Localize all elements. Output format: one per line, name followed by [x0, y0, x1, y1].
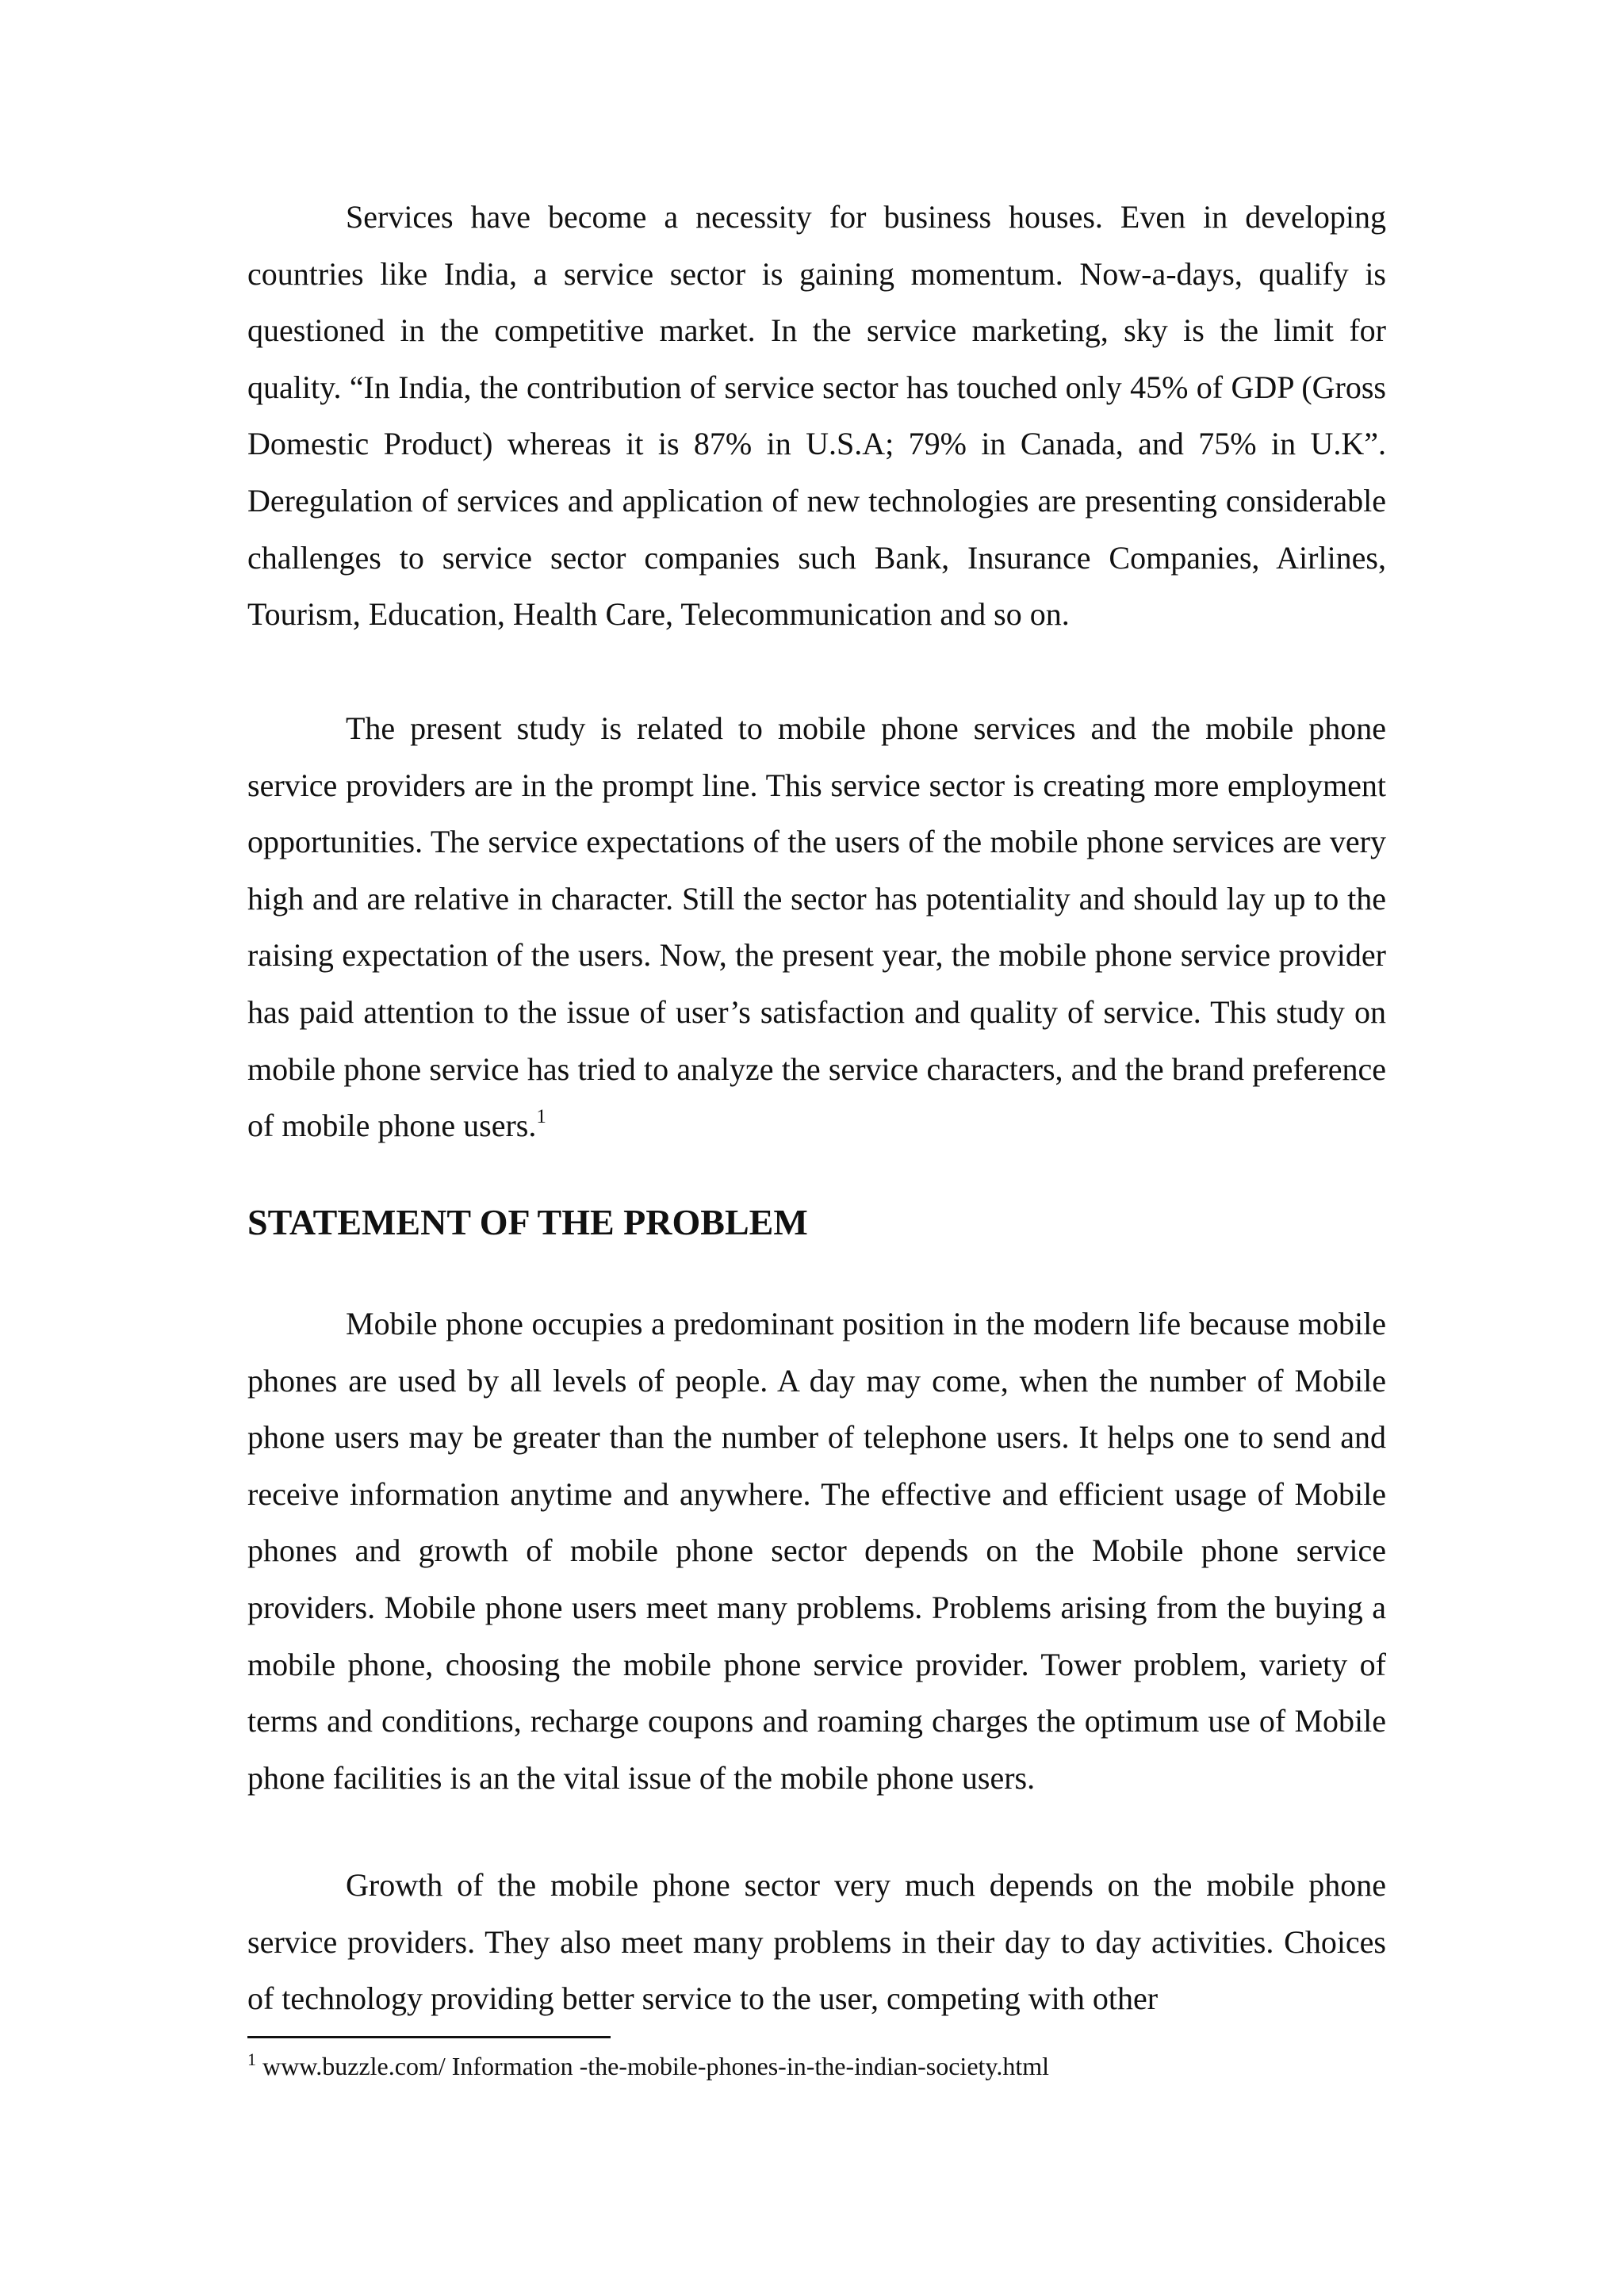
footnote-text: www.buzzle.com/ Information -the-mobile-phones-in-the-indian-society.html [256, 2052, 1049, 2080]
paragraph-services-intro [247, 189, 1386, 643]
footnote-mark: 1 [247, 2049, 256, 2069]
paragraph-text: Growth of the mobile phone sector very much depends on the mobile phone service providers. They also meet many problems in their day to day activities. Choices of technology providing better service to the user, competing with other [247, 1867, 1386, 2017]
footnote [247, 2049, 1049, 2087]
document-page [247, 0, 1386, 2296]
paragraph-text: Mobile phone occupies a predominant position in the modern life because mobile phones are used by all levels of people. A day may come, when the number of Mobile phone users may be greater than the number of telephone users. It helps one to send and receive information anytime and anywhere. The effective and efficient usage of Mobile phones and growth of mobile phone sector depends on the Mobile phone service providers. Mobile phone users meet many problems. Problems arising from the buying a mobile phone, choosing the mobile phone service provider. Tower problem, variety of terms and conditions, recharge coupons and roaming charges the optimum use of Mobile phone facilities is an the vital issue of the mobile phone users. [247, 1306, 1386, 1796]
paragraph-present-study [247, 700, 1386, 1154]
footnote-separator [247, 2036, 611, 2038]
paragraph-growth [247, 1857, 1386, 2027]
section-heading: STATEMENT OF THE PROBLEM [247, 1202, 808, 1242]
paragraph-text: The present study is related to mobile phone services and the mobile phone service providers are in the prompt line. This service sector is creating more employment opportunities. The service expectations of the users of the mobile phone services are very high and are relative in character. Still the sector has potentiality and should lay up to the raising expectation of the users. Now, the present year, the mobile phone service provider has paid attention to the issue of user’s satisfaction and quality of service. This study on mobile phone service has tried to analyze the service characters, and the brand preference of mobile phone users. [247, 710, 1386, 1144]
paragraph-problem-statement [247, 1295, 1386, 1806]
footnote-reference: 1 [536, 1106, 546, 1128]
paragraph-text: Services have become a necessity for business houses. Even in developing countries like India, a service sector is gaining momentum. Now-a-days, qualify is questioned in the competitive market. In the service marketing, sky is the limit for quality. “In India, the contribution of service sector has touched only 45% of GDP (Gross Domestic Product) whereas it is 87% in U.S.A; 79% in Canada, and 75% in U.K”. Deregulation of services and application of new technologies are presenting considerable challenges to service sector companies such Bank, Insurance Companies, Airlines, Tourism, Education, Health Care, Telecommunication and so on. [247, 199, 1386, 633]
